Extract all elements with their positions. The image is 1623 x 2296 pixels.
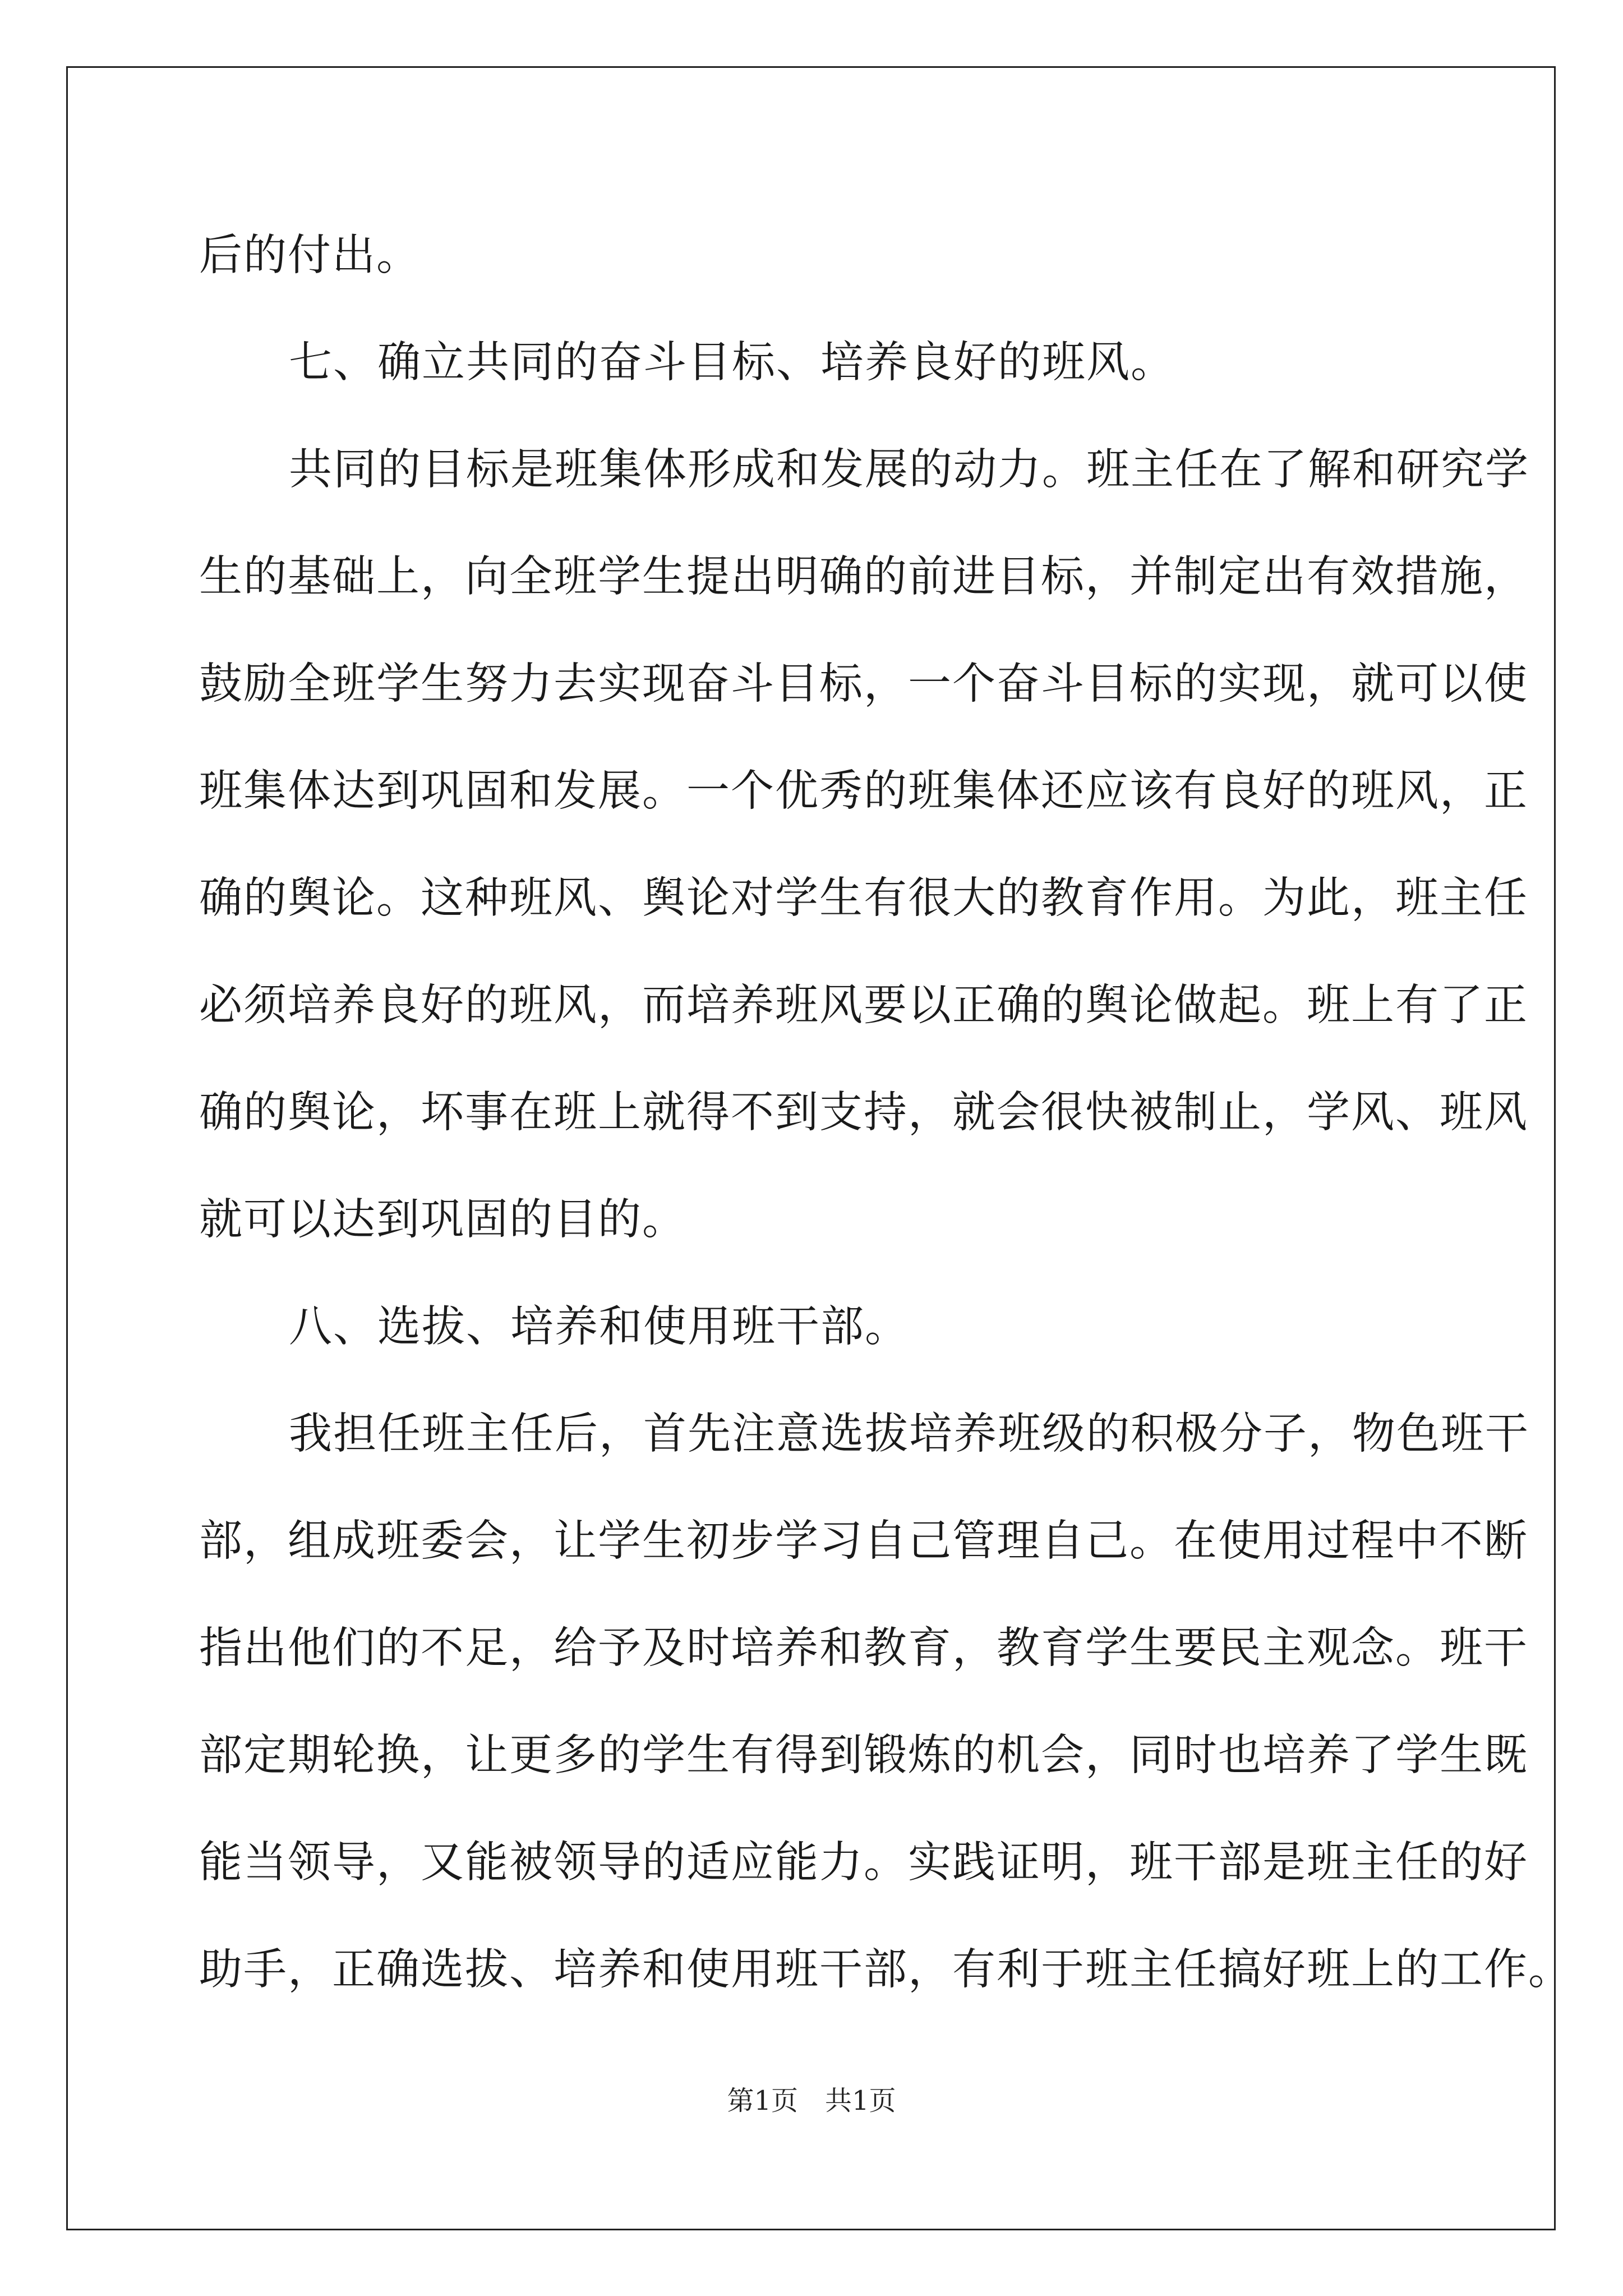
paragraph-line: 就可以达到巩固的目的。 [199,1195,686,1245]
paragraph-line: 助手，正确选拔、培养和使用班干部，有利于班主任搞好班上的工作。 [199,1945,1573,1995]
section-heading: 七、确立共同的奋斗目标、培养良好的班风。 [289,338,1175,388]
paragraph-line: 必须培养良好的班风，而培养班风要以正确的舆论做起。班上有了正 [199,981,1528,1030]
paragraph-line: 班集体达到巩固和发展。一个优秀的班集体还应该有良好的班风，正 [199,766,1528,816]
paragraph-line: 部，组成班委会，让学生初步学习自己管理自己。在使用过程中不断 [199,1516,1528,1566]
section-heading: 八、选拔、培养和使用班干部。 [289,1302,909,1352]
paragraph-line: 部定期轮换，让更多的学生有得到锻炼的机会，同时也培养了学生既 [199,1731,1528,1780]
paragraph-line: 后的付出。 [199,231,421,280]
page-number: 第1页 [727,2085,798,2116]
page-total: 共1页 [825,2085,896,2116]
paragraph-line: 共同的目标是班集体形成和发展的动力。班主任在了解和研究学 [289,445,1529,495]
paragraph-line: 确的舆论。这种班风、舆论对学生有很大的教育作用。为此，班主任 [199,873,1528,923]
page-footer [0,2084,1623,2118]
paragraph-line: 我担任班主任后，首先注意选拔培养班级的积极分子，物色班干 [289,1409,1529,1459]
paragraph-line: 确的舆论，坏事在班上就得不到支持，就会很快被制止，学风、班风 [199,1088,1528,1138]
paragraph-line: 指出他们的不足，给予及时培养和教育，教育学生要民主观念。班干 [199,1623,1528,1673]
document-body [199,202,1573,2023]
paragraph-line: 生的基础上，向全班学生提出明确的前进目标，并制定出有效措施， [199,552,1528,602]
paragraph-line: 鼓励全班学生努力去实现奋斗目标，一个奋斗目标的实现，就可以使 [199,659,1528,709]
paragraph-line: 能当领导，又能被领导的适应能力。实践证明，班干部是班主任的好 [199,1838,1528,1888]
